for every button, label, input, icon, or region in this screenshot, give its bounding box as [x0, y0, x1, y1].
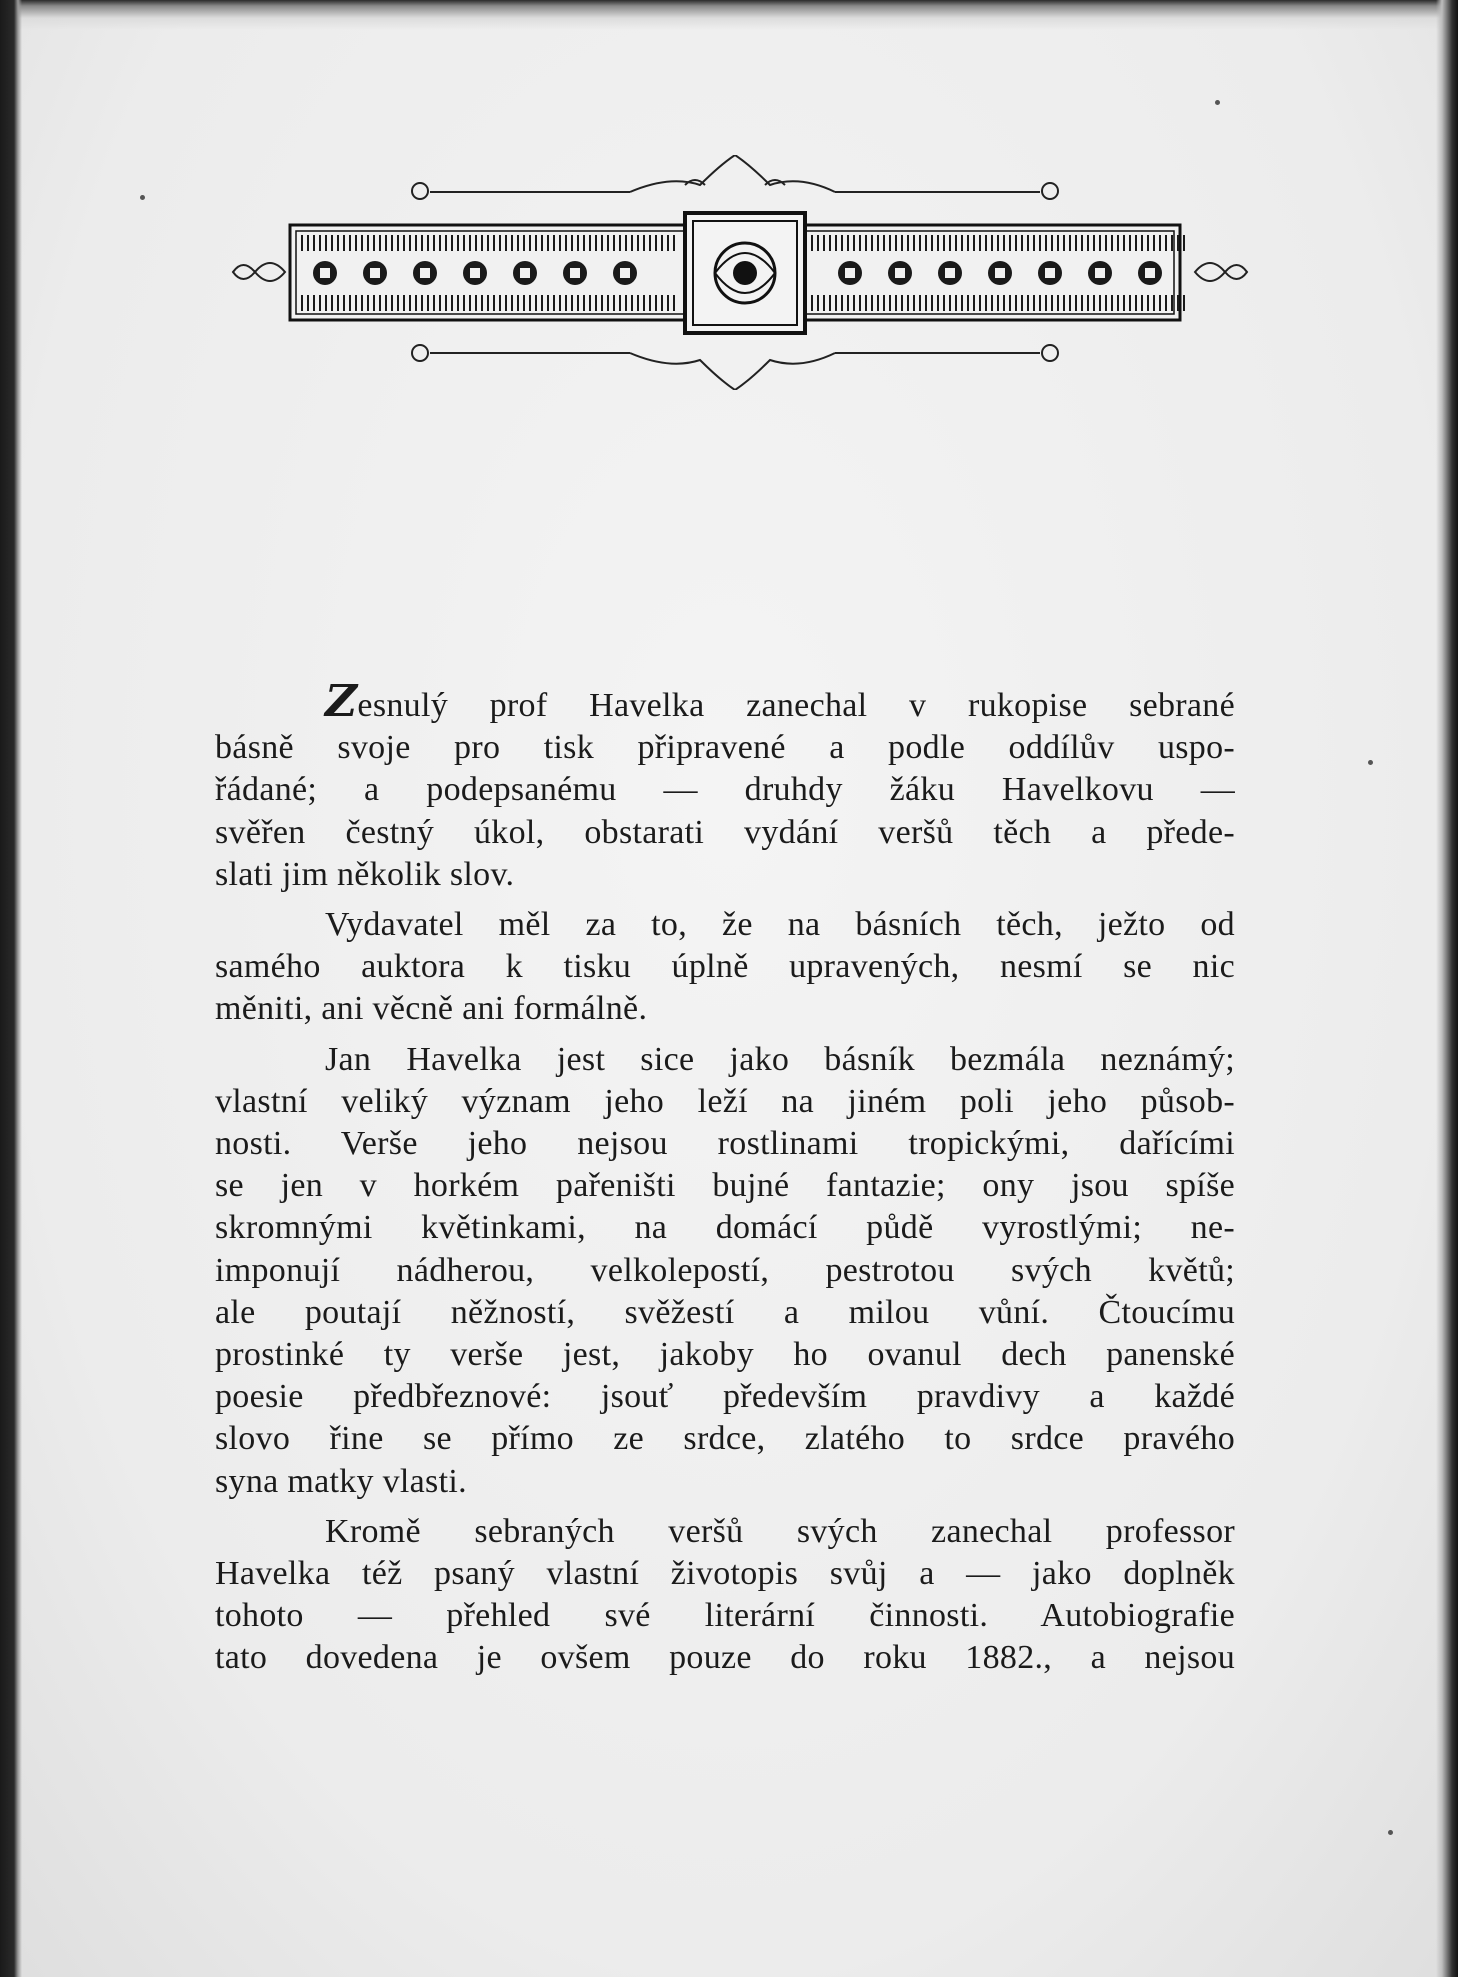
- text-line: Zesnulý prof Havelka zanechal v rukopise sebrané: [325, 676, 1235, 727]
- scan-speck: [1368, 760, 1373, 765]
- page-right-edge-shadow: [1436, 0, 1458, 1977]
- text-line: imponují nádherou, velkolepostí, pestrotou svých květů;: [215, 1251, 1235, 1289]
- text-line: Havelka též psaný vlastní životopis svůj a — jako doplněk: [215, 1555, 1235, 1593]
- text-line: slovo řine se přímo ze srdce, zlatého to srdce pravého: [215, 1420, 1235, 1458]
- text-line: tato dovedena je ovšem pouze do roku 1882., a nejsou: [215, 1639, 1235, 1677]
- text-line: samého auktora k tisku úplně upravených, nesmí se nic: [215, 948, 1235, 986]
- text-line: svěřen čestný úkol, obstarati vydání veršů těch a přede-: [215, 813, 1235, 851]
- scan-speck: [1215, 100, 1220, 105]
- text-line: se jen v horkém pařeništi bujné fantazie; ony jsou spíše: [215, 1167, 1235, 1205]
- paragraph-3: [215, 1039, 1235, 1503]
- text-line: básně svoje pro tisk připravené a podle oddílův uspo-: [215, 729, 1235, 767]
- text-line: ale poutají něžností, svěžestí a milou vůní. Čtoucímu: [215, 1293, 1235, 1331]
- text-line: nosti. Verše jeho nejsou rostlinami tropickými, dařícími: [215, 1125, 1235, 1163]
- body-text: [215, 676, 1235, 1680]
- drop-cap: Z: [325, 676, 358, 727]
- text-line: Jan Havelka jest sice jako básník bezmála neznámý;: [325, 1040, 1235, 1078]
- page-top-edge-shadow: [0, 0, 1458, 30]
- scan-speck: [140, 195, 145, 200]
- headpiece-ornament: [230, 155, 1250, 390]
- paragraph-4: [215, 1511, 1235, 1680]
- text-line: Kromě sebraných veršů svých zanechal professor: [325, 1512, 1235, 1550]
- text-line: vlastní veliký význam jeho leží na jiném poli jeho působ-: [215, 1082, 1235, 1120]
- text-line: skromnými květinkami, na domácí půdě vyrostlými; ne-: [215, 1209, 1235, 1247]
- text-line: tohoto — přehled své literární činnosti. Autobiografie: [215, 1597, 1235, 1635]
- text-line: syna matky vlasti.: [215, 1462, 467, 1500]
- text-line: poesie předbřeznové: jsouť především pravdivy a každé: [215, 1378, 1235, 1416]
- text-line: řádané; a podepsanému — druhdy žáku Havelkovu —: [215, 771, 1235, 809]
- scan-speck: [1388, 1830, 1393, 1835]
- text-line: Vydavatel měl za to, že na básních těch, ježto od: [325, 906, 1235, 944]
- text-line: slati jim několik slov.: [215, 855, 515, 893]
- paragraph-1: [215, 676, 1235, 896]
- paragraph-2: [215, 904, 1235, 1031]
- text-line: prostinké ty verše jest, jakoby ho ovanul dech panenské: [215, 1336, 1235, 1374]
- text-line: měniti, ani věcně ani formálně.: [215, 990, 648, 1028]
- page-left-edge-shadow: [0, 0, 22, 1977]
